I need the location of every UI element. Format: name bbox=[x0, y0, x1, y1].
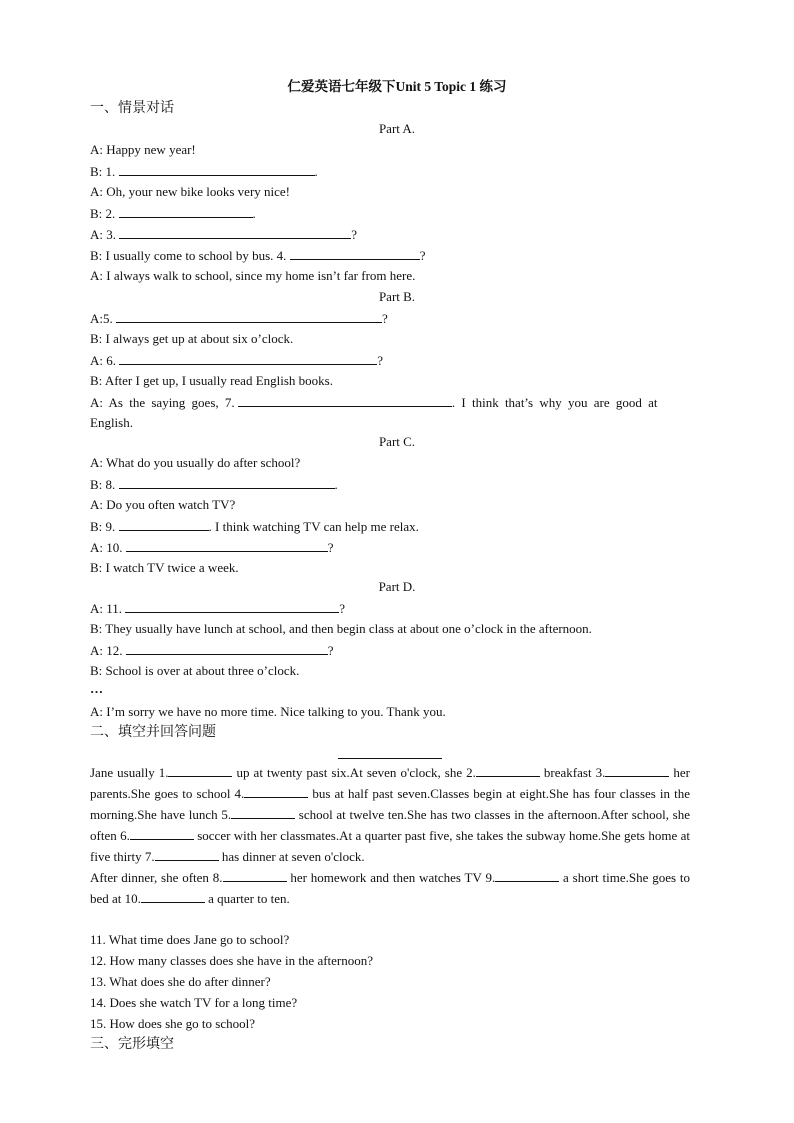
answer-blank[interactable] bbox=[605, 763, 669, 777]
dialogue-line: B: They usually have lunch at school, and then begin class at about one o’clock in the afternoon. bbox=[90, 621, 592, 636]
line-text: A: 3. bbox=[90, 227, 116, 242]
dialogue-line: A: Happy new year! bbox=[90, 142, 196, 157]
line-text: ? bbox=[327, 540, 334, 555]
answer-blank[interactable] bbox=[116, 309, 382, 323]
dialogue-line bbox=[90, 599, 345, 618]
passage-text: up at twenty past six.At seven o'clock, she 2. bbox=[232, 765, 476, 780]
dialogue-line: B: I watch TV twice a week. bbox=[90, 560, 239, 575]
answer-blank[interactable] bbox=[119, 204, 253, 218]
answer-blank[interactable] bbox=[244, 784, 308, 798]
part-c-heading: Part C. bbox=[378, 434, 416, 449]
answer-blank[interactable] bbox=[168, 763, 232, 777]
passage-text: bus at half past seven.Classes begin at eight.She has four classes in the morning.She have lunch 5. bbox=[90, 786, 691, 822]
answer-blank[interactable] bbox=[290, 246, 420, 260]
answer-blank[interactable] bbox=[119, 475, 335, 489]
line-text: . bbox=[334, 477, 338, 492]
answer-blank[interactable] bbox=[126, 538, 328, 552]
question-item: 15. How does she go to school? bbox=[90, 1016, 256, 1031]
line-text: ? bbox=[327, 643, 334, 658]
answer-blank[interactable] bbox=[119, 225, 351, 239]
dialogue-line bbox=[90, 204, 256, 223]
passage-text: her homework and then watches TV 9. bbox=[286, 870, 496, 885]
question-item: 13. What does she do after dinner? bbox=[90, 974, 271, 989]
dialogue-line bbox=[90, 475, 338, 494]
answer-blank[interactable] bbox=[119, 517, 209, 531]
passage-text: her parents.She goes to school 4. bbox=[90, 765, 690, 801]
passage-text: soccer with her classmates.At a quarter past five, she takes the subway home.She gets home at five thirty 7. bbox=[90, 828, 690, 864]
dialogue-line: A: I always walk to school, since my home isn’t far from here. bbox=[90, 268, 416, 283]
line-text: ? bbox=[351, 227, 358, 242]
answer-blank[interactable] bbox=[476, 763, 540, 777]
line-text: B: 2. bbox=[90, 206, 116, 221]
question-item: 14. Does she watch TV for a long time? bbox=[90, 995, 298, 1010]
passage-text: a quarter to ten. bbox=[204, 891, 290, 906]
answer-blank[interactable] bbox=[119, 162, 315, 176]
dialogue-line bbox=[90, 162, 318, 181]
answer-blank[interactable] bbox=[238, 393, 452, 407]
part-b-heading: Part B. bbox=[378, 289, 416, 304]
line-text: B: I usually come to school by bus. 4. bbox=[90, 248, 287, 263]
question-item: 12. How many classes does she have in the afternoon? bbox=[90, 953, 374, 968]
dialogue-line bbox=[90, 351, 383, 370]
answer-blank[interactable] bbox=[119, 351, 377, 365]
passage-paragraph-1 bbox=[90, 762, 690, 867]
answer-blank[interactable] bbox=[155, 847, 219, 861]
line-text: A: 6. bbox=[90, 353, 116, 368]
dialogue-line: B: After I get up, I usually read English books. bbox=[90, 373, 333, 388]
dialogue-line: A: What do you usually do after school? bbox=[90, 455, 301, 470]
dialogue-line: English. bbox=[90, 415, 133, 430]
dialogue-line: B: I always get up at about six o’clock. bbox=[90, 331, 294, 346]
passage-text: breakfast 3. bbox=[539, 765, 606, 780]
line-text: B: 9. bbox=[90, 519, 116, 534]
line-text: . bbox=[252, 206, 256, 221]
line-text: . I think watching TV can help me relax. bbox=[208, 519, 419, 534]
answer-blank[interactable] bbox=[141, 889, 205, 903]
answer-blank[interactable] bbox=[495, 868, 559, 882]
dialogue-line: B: School is over at about three o’clock. bbox=[90, 663, 300, 678]
line-text: ? bbox=[377, 353, 384, 368]
passage-title-blank[interactable] bbox=[338, 758, 442, 759]
dialogue-line: A: I’m sorry we have no more time. Nice talking to you. Thank you. bbox=[90, 704, 446, 719]
answer-blank[interactable] bbox=[125, 599, 339, 613]
dialogue-line bbox=[90, 246, 425, 265]
page-title: 仁爱英语七年级下Unit 5 Topic 1 练习 bbox=[287, 79, 507, 94]
line-text: A: 10. bbox=[90, 540, 123, 555]
passage-text: has dinner at seven o'clock. bbox=[218, 849, 365, 864]
answer-blank[interactable] bbox=[223, 868, 287, 882]
line-text: . bbox=[314, 164, 318, 179]
line-text: B: 8. bbox=[90, 477, 116, 492]
part-a-heading: Part A. bbox=[378, 121, 416, 136]
line-text: . I think that’s why you are good at bbox=[451, 395, 658, 410]
dialogue-line bbox=[90, 309, 388, 328]
answer-blank[interactable] bbox=[126, 641, 328, 655]
answer-blank[interactable] bbox=[231, 805, 295, 819]
question-item: 11. What time does Jane go to school? bbox=[90, 932, 290, 947]
line-text: ? bbox=[339, 601, 346, 616]
dialogue-line bbox=[90, 517, 419, 536]
passage-text: a short time.She goes to bed at 10. bbox=[90, 870, 690, 906]
section-heading-dialogue: 一、情景对话 bbox=[90, 100, 174, 116]
passage-text: After dinner, she often 8. bbox=[90, 870, 223, 885]
line-text: A: 12. bbox=[90, 643, 123, 658]
dialogue-line bbox=[90, 393, 690, 412]
dialogue-line: A: Do you often watch TV? bbox=[90, 497, 236, 512]
dialogue-line bbox=[90, 538, 334, 557]
line-text: ? bbox=[419, 248, 426, 263]
line-text: ? bbox=[382, 311, 388, 326]
part-d-heading: Part D. bbox=[378, 579, 416, 594]
ellipsis: … bbox=[90, 681, 103, 696]
passage-paragraph-2 bbox=[90, 867, 690, 909]
passage-text: Jane usually 1. bbox=[90, 765, 169, 780]
section-heading-cloze: 三、完形填空 bbox=[90, 1036, 174, 1052]
line-text: A: As the saying goes, 7. bbox=[90, 395, 235, 410]
dialogue-line bbox=[90, 641, 334, 660]
dialogue-line: A: Oh, your new bike looks very nice! bbox=[90, 184, 291, 199]
section-heading-fill-blanks: 二、填空并回答问题 bbox=[90, 724, 216, 740]
answer-blank[interactable] bbox=[130, 826, 194, 840]
passage-text: school at twelve ten.She has two classes in the afternoon.After school, she often 6. bbox=[90, 807, 690, 843]
line-text: A:5. bbox=[90, 311, 113, 326]
line-text: B: 1. bbox=[90, 164, 116, 179]
line-text: A: 11. bbox=[90, 601, 123, 616]
dialogue-line bbox=[90, 225, 357, 244]
